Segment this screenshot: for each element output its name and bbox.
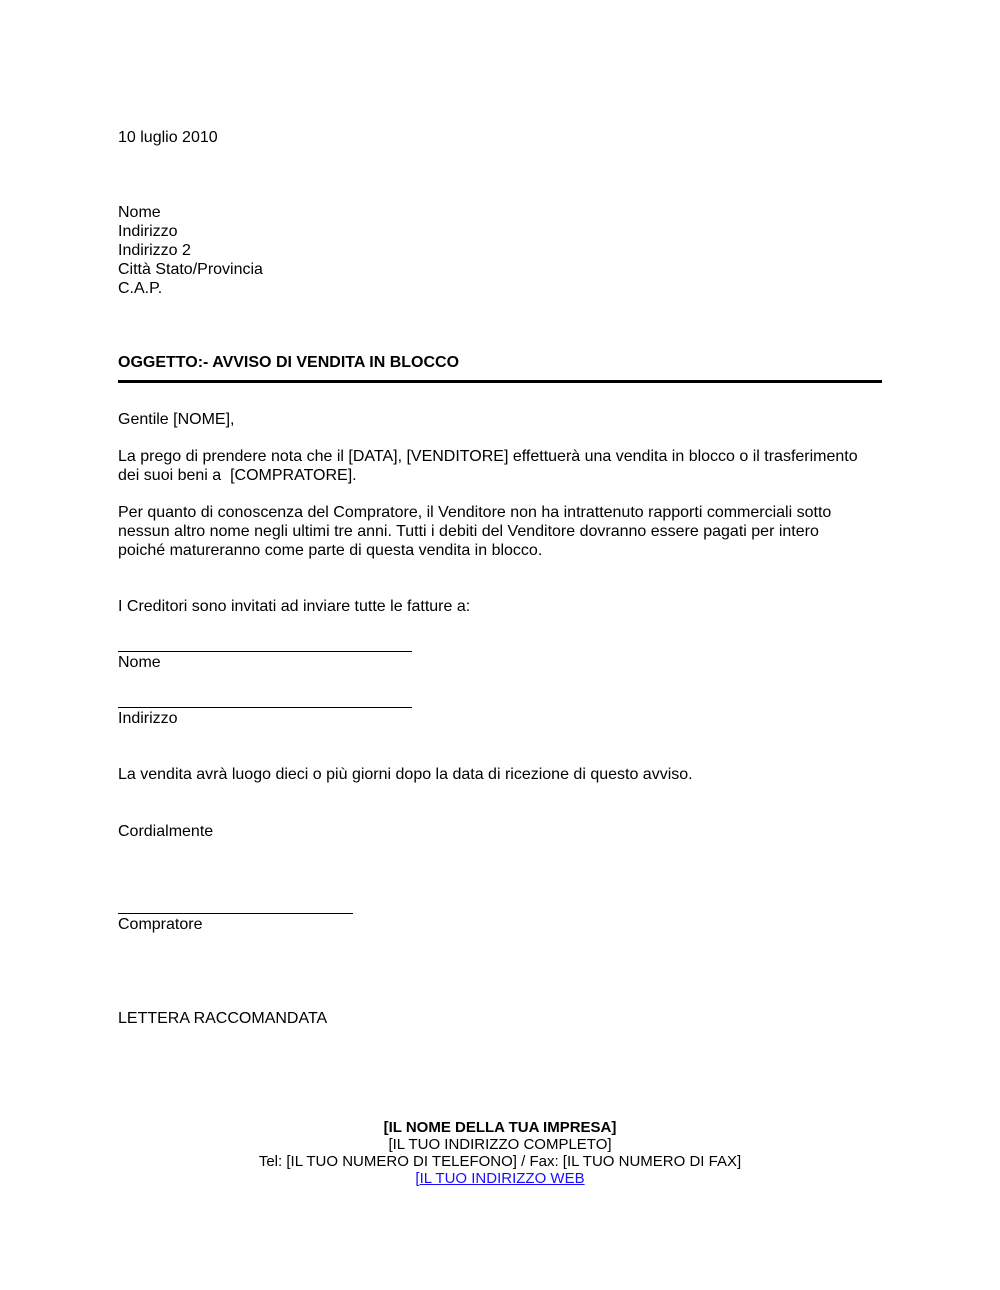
footer-web-link[interactable]: [IL TUO INDIRIZZO WEB [415,1170,585,1187]
recipient-address: Indirizzo [118,223,178,240]
address-blank-line [118,707,412,708]
footer-contact: Tel: [IL TUO NUMERO DI TELEFONO] / Fax: [IL TUO NUMERO DI FAX] [258,1153,742,1170]
letter-date: 10 luglio 2010 [118,129,218,146]
creditors-instruction: I Creditori sono invitati ad inviare tutte le fatture a: [118,598,471,615]
name-blank-line [118,651,412,652]
recipient-city: Città Stato/Provincia [118,261,263,278]
closing: Cordialmente [118,823,214,840]
recipient-address-2: Indirizzo 2 [118,242,191,259]
letterhead-footer [0,1119,1000,1187]
mail-type: LETTERA RACCOMANDATA [118,1010,328,1027]
sale-notice: La vendita avrà luogo dieci o più giorni dopo la data di ricezione di questo avviso. [118,766,693,783]
recipient-postcode: C.A.P. [118,280,163,297]
signature-label: Compratore [118,916,203,933]
salutation: Gentile [NOME], [118,411,235,428]
name-field-label: Nome [118,654,161,671]
paragraph-1-line-1: La prego di prendere nota che il [DATA], [VENDITORE] effettuerà una vendita in blocco o il trasferimento [118,448,858,465]
recipient-name: Nome [118,204,161,221]
paragraph-2-line-3: poiché matureranno come parte di questa vendita in blocco. [118,542,543,559]
signature-line [118,913,353,914]
paragraph-2-line-1: Per quanto di conoscenza del Compratore, il Venditore non ha intrattenuto rapporti commerciali sotto [118,504,832,521]
footer-address: [IL TUO INDIRIZZO COMPLETO] [388,1136,612,1153]
address-field-label: Indirizzo [118,710,178,727]
paragraph-2-line-2: nessun altro nome negli ultimi tre anni. Tutti i debiti del Venditore dovranno essere pagati per intero [118,523,819,540]
subject-heading: OGGETTO:- AVVISO DI VENDITA IN BLOCCO [118,354,460,371]
footer-company: [IL NOME DELLA TUA IMPRESA] [383,1119,617,1136]
paragraph-1-line-2: dei suoi beni a [COMPRATORE]. [118,467,357,484]
subject-divider [118,380,882,383]
